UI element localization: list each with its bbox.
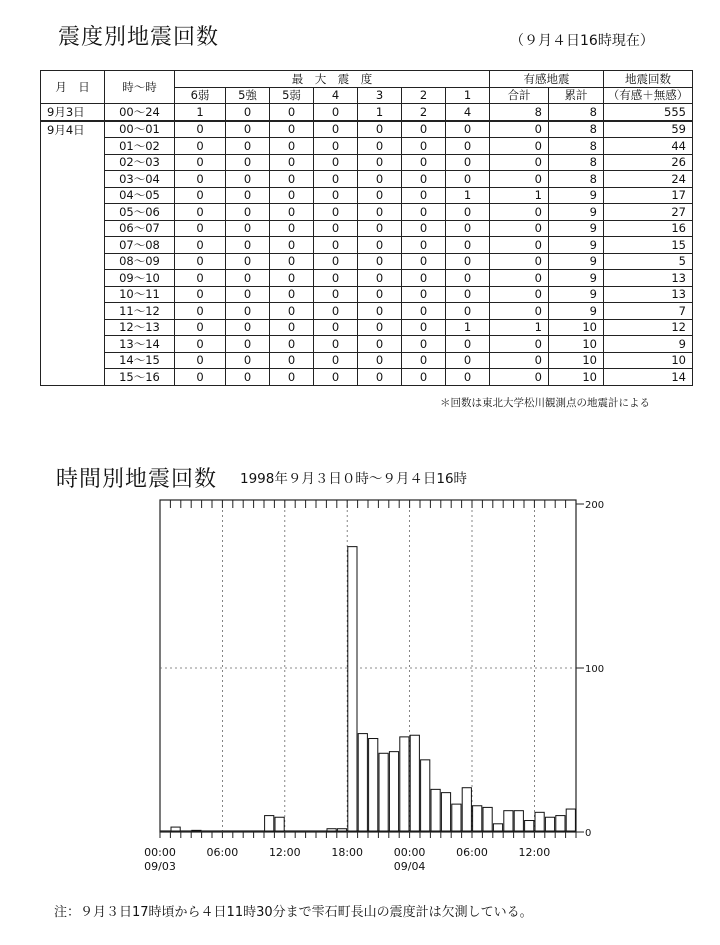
- i5l-cell: 0: [270, 336, 314, 353]
- histogram-bar: [327, 829, 336, 831]
- i4-cell: 0: [314, 121, 358, 138]
- histogram-bar: [483, 807, 492, 831]
- table-row: [41, 204, 693, 221]
- i6l-cell: 0: [175, 154, 226, 171]
- i5l-cell: 0: [270, 104, 314, 121]
- table-row: [41, 237, 693, 254]
- i3-cell: 0: [358, 187, 402, 204]
- table-row: [41, 138, 693, 155]
- i5l-cell: 0: [270, 286, 314, 303]
- felt_cum-cell: 9: [549, 204, 604, 221]
- i4-cell: 0: [314, 319, 358, 336]
- i1-cell: 0: [446, 171, 490, 188]
- i2-cell: 0: [402, 138, 446, 155]
- i1-cell: 0: [446, 253, 490, 270]
- x-tick-label: 06:00: [456, 846, 488, 859]
- table-row: [41, 104, 693, 121]
- i5l-cell: 0: [270, 204, 314, 221]
- histogram-bar: [421, 760, 430, 831]
- felt_cum-cell: 9: [549, 286, 604, 303]
- i1-cell: 0: [446, 138, 490, 155]
- i5s-cell: 0: [226, 204, 270, 221]
- i3-cell: 0: [358, 369, 402, 386]
- hour-cell: 14～15: [105, 352, 175, 369]
- i6l-cell: 0: [175, 237, 226, 254]
- histogram-bar: [545, 817, 554, 831]
- i6l-cell: 0: [175, 138, 226, 155]
- felt_cum-cell: 9: [549, 237, 604, 254]
- i6l-cell: 0: [175, 352, 226, 369]
- header-felt-total: 合計: [490, 87, 549, 104]
- count-cell: 16: [604, 220, 693, 237]
- histogram-bar: [462, 788, 471, 831]
- i3-cell: 1: [358, 104, 402, 121]
- i5s-cell: 0: [226, 319, 270, 336]
- table-row: [41, 286, 693, 303]
- i3-cell: 0: [358, 138, 402, 155]
- histogram-bar: [410, 735, 419, 831]
- i3-cell: 0: [358, 237, 402, 254]
- i3-cell: 0: [358, 154, 402, 171]
- i1-cell: 0: [446, 336, 490, 353]
- x-tick-label: 06:00: [206, 846, 239, 859]
- i6l-cell: 0: [175, 187, 226, 204]
- histogram-bar: [556, 816, 565, 831]
- i4-cell: 0: [314, 352, 358, 369]
- felt_cum-cell: 9: [549, 220, 604, 237]
- i2-cell: 0: [402, 121, 446, 138]
- header-intensity: 5弱: [270, 87, 314, 104]
- i4-cell: 0: [314, 270, 358, 287]
- felt_cum-cell: 9: [549, 303, 604, 320]
- i1-cell: 0: [446, 286, 490, 303]
- hour-cell: 06～07: [105, 220, 175, 237]
- histogram-bar: [192, 830, 201, 831]
- i1-cell: 0: [446, 154, 490, 171]
- i2-cell: 0: [402, 352, 446, 369]
- table-title: 震度別地震回数: [58, 25, 220, 50]
- felt_total-cell: 0: [490, 270, 549, 287]
- i3-cell: 0: [358, 171, 402, 188]
- felt_total-cell: 0: [490, 220, 549, 237]
- header-intensity: 2: [402, 87, 446, 104]
- x-tick-label: 18:00: [331, 846, 364, 859]
- histogram-bar: [358, 734, 367, 831]
- i5s-cell: 0: [226, 270, 270, 287]
- y-tick-label: 0: [585, 828, 592, 839]
- i2-cell: 0: [402, 204, 446, 221]
- felt_cum-cell: 9: [549, 253, 604, 270]
- histogram-bar: [504, 811, 513, 831]
- table-row: [41, 336, 693, 353]
- i4-cell: 0: [314, 187, 358, 204]
- date-cell: [41, 303, 105, 320]
- felt_total-cell: 0: [490, 286, 549, 303]
- count-cell: 13: [604, 286, 693, 303]
- i5l-cell: 0: [270, 187, 314, 204]
- table-row: [41, 369, 693, 386]
- felt_total-cell: 0: [490, 352, 549, 369]
- chart-title: 時間別地震回数: [56, 467, 218, 492]
- i5l-cell: 0: [270, 352, 314, 369]
- i5s-cell: 0: [226, 369, 270, 386]
- i5l-cell: 0: [270, 220, 314, 237]
- i5s-cell: 0: [226, 352, 270, 369]
- felt_total-cell: 0: [490, 138, 549, 155]
- felt_cum-cell: 8: [549, 104, 604, 121]
- i6l-cell: 0: [175, 220, 226, 237]
- hour-cell: 03～04: [105, 171, 175, 188]
- header-intensity: 6弱: [175, 87, 226, 104]
- felt_cum-cell: 9: [549, 270, 604, 287]
- i4-cell: 0: [314, 336, 358, 353]
- i5s-cell: 0: [226, 171, 270, 188]
- histogram-bar: [389, 752, 398, 831]
- table-row: [41, 352, 693, 369]
- i4-cell: 0: [314, 220, 358, 237]
- table-row: [41, 121, 693, 138]
- i5s-cell: 0: [226, 104, 270, 121]
- header-count-sub: （有感＋無感）: [604, 87, 693, 104]
- date-cell: [41, 286, 105, 303]
- histogram-bar: [275, 817, 284, 831]
- i2-cell: 0: [402, 286, 446, 303]
- i6l-cell: 0: [175, 369, 226, 386]
- i5s-cell: 0: [226, 286, 270, 303]
- hour-cell: 12～13: [105, 319, 175, 336]
- i1-cell: 1: [446, 187, 490, 204]
- x-tick-label: 12:00: [518, 846, 551, 859]
- histogram-bar: [473, 806, 482, 831]
- i3-cell: 0: [358, 352, 402, 369]
- i1-cell: 0: [446, 204, 490, 221]
- felt_total-cell: 0: [490, 237, 549, 254]
- felt_total-cell: 0: [490, 171, 549, 188]
- date-cell: [41, 220, 105, 237]
- header-intensity: 5強: [226, 87, 270, 104]
- x-date-label: 09/03: [144, 860, 176, 873]
- i1-cell: 4: [446, 104, 490, 121]
- hour-cell: 00～01: [105, 121, 175, 138]
- table-row: [41, 220, 693, 237]
- i6l-cell: 0: [175, 319, 226, 336]
- i6l-cell: 0: [175, 270, 226, 287]
- i2-cell: 0: [402, 336, 446, 353]
- i1-cell: 0: [446, 270, 490, 287]
- hour-cell: 11～12: [105, 303, 175, 320]
- count-cell: 15: [604, 237, 693, 254]
- i2-cell: 2: [402, 104, 446, 121]
- i1-cell: 0: [446, 352, 490, 369]
- felt_cum-cell: 10: [549, 319, 604, 336]
- table-footnote: ＊回数は東北大学松川観測点の地震計による: [440, 397, 650, 409]
- felt_cum-cell: 8: [549, 171, 604, 188]
- felt_total-cell: 0: [490, 253, 549, 270]
- i3-cell: 0: [358, 319, 402, 336]
- i3-cell: 0: [358, 220, 402, 237]
- i3-cell: 0: [358, 286, 402, 303]
- hour-cell: 05～06: [105, 204, 175, 221]
- felt_cum-cell: 10: [549, 336, 604, 353]
- count-cell: 14: [604, 369, 693, 386]
- i5l-cell: 0: [270, 121, 314, 138]
- date-cell: 9月3日: [41, 104, 105, 121]
- table-row: [41, 270, 693, 287]
- i2-cell: 0: [402, 237, 446, 254]
- felt_cum-cell: 8: [549, 138, 604, 155]
- felt_total-cell: 0: [490, 204, 549, 221]
- i5s-cell: 0: [226, 121, 270, 138]
- i5s-cell: 0: [226, 303, 270, 320]
- date-cell: [41, 319, 105, 336]
- histogram-bar: [369, 739, 378, 831]
- felt_cum-cell: 10: [549, 369, 604, 386]
- date-cell: [41, 138, 105, 155]
- felt_total-cell: 1: [490, 319, 549, 336]
- chart-period: 1998年９月３日０時～９月４日16時: [240, 471, 468, 487]
- hour-cell: 09～10: [105, 270, 175, 287]
- count-cell: 17: [604, 187, 693, 204]
- felt_cum-cell: 9: [549, 187, 604, 204]
- date-cell: [41, 270, 105, 287]
- i2-cell: 0: [402, 154, 446, 171]
- table-row: [41, 253, 693, 270]
- i4-cell: 0: [314, 138, 358, 155]
- x-tick-label: 00:00: [144, 846, 176, 859]
- count-cell: 9: [604, 336, 693, 353]
- i6l-cell: 1: [175, 104, 226, 121]
- i2-cell: 0: [402, 253, 446, 270]
- histogram-bar: [431, 789, 440, 831]
- felt_total-cell: 0: [490, 336, 549, 353]
- header-intensity: 4: [314, 87, 358, 104]
- i5l-cell: 0: [270, 237, 314, 254]
- y-tick-label: 100: [585, 664, 605, 675]
- i5l-cell: 0: [270, 319, 314, 336]
- i2-cell: 0: [402, 303, 446, 320]
- date-cell: [41, 237, 105, 254]
- x-tick-label: 00:00: [393, 846, 426, 859]
- table-row: [41, 303, 693, 320]
- felt_total-cell: 0: [490, 369, 549, 386]
- i5s-cell: 0: [226, 138, 270, 155]
- histogram-bar: [525, 821, 534, 831]
- header-felt: 有感地震: [490, 71, 604, 88]
- table-row: [41, 154, 693, 171]
- i2-cell: 0: [402, 270, 446, 287]
- i1-cell: 0: [446, 121, 490, 138]
- hour-cell: 00～24: [105, 104, 175, 121]
- x-date-label: 09/04: [393, 860, 426, 873]
- x-tick-label: 12:00: [268, 846, 301, 859]
- date-cell: [41, 369, 105, 386]
- histogram-bar: [441, 793, 450, 831]
- i1-cell: 0: [446, 369, 490, 386]
- i4-cell: 0: [314, 204, 358, 221]
- i5l-cell: 0: [270, 369, 314, 386]
- table-row: [41, 171, 693, 188]
- header-count: 地震回数: [604, 71, 693, 88]
- histogram-bar: [493, 824, 502, 831]
- i5l-cell: 0: [270, 303, 314, 320]
- hour-cell: 02～03: [105, 154, 175, 171]
- intensity-table: [40, 70, 693, 386]
- note: 注：９月３日17時頃から４日11時30分まで雫石町長山の震度計は欠測している。: [54, 905, 533, 920]
- count-cell: 24: [604, 171, 693, 188]
- header-hour: 時～時: [105, 71, 175, 104]
- i4-cell: 0: [314, 154, 358, 171]
- i4-cell: 0: [314, 253, 358, 270]
- as-of-label: （９月４日16時現在）: [510, 33, 654, 49]
- i5s-cell: 0: [226, 336, 270, 353]
- i3-cell: 0: [358, 336, 402, 353]
- date-cell: [41, 171, 105, 188]
- i4-cell: 0: [314, 286, 358, 303]
- i4-cell: 0: [314, 237, 358, 254]
- felt_total-cell: 8: [490, 104, 549, 121]
- i3-cell: 0: [358, 303, 402, 320]
- hour-cell: 01～02: [105, 138, 175, 155]
- i6l-cell: 0: [175, 171, 226, 188]
- i6l-cell: 0: [175, 253, 226, 270]
- histogram-bar: [400, 737, 409, 831]
- hour-cell: 07～08: [105, 237, 175, 254]
- i6l-cell: 0: [175, 204, 226, 221]
- count-cell: 59: [604, 121, 693, 138]
- felt_cum-cell: 8: [549, 121, 604, 138]
- i6l-cell: 0: [175, 336, 226, 353]
- histogram-bar: [337, 829, 346, 831]
- histogram-bar: [452, 804, 461, 831]
- i4-cell: 0: [314, 171, 358, 188]
- count-cell: 26: [604, 154, 693, 171]
- table-row: [41, 187, 693, 204]
- histogram-bar: [379, 753, 388, 831]
- i1-cell: 0: [446, 303, 490, 320]
- i5s-cell: 0: [226, 220, 270, 237]
- count-cell: 5: [604, 253, 693, 270]
- felt_total-cell: 1: [490, 187, 549, 204]
- i2-cell: 0: [402, 220, 446, 237]
- i5l-cell: 0: [270, 154, 314, 171]
- hour-cell: 10～11: [105, 286, 175, 303]
- i2-cell: 0: [402, 171, 446, 188]
- felt_cum-cell: 8: [549, 154, 604, 171]
- hour-cell: 08～09: [105, 253, 175, 270]
- i3-cell: 0: [358, 270, 402, 287]
- i3-cell: 0: [358, 121, 402, 138]
- i2-cell: 0: [402, 319, 446, 336]
- count-cell: 12: [604, 319, 693, 336]
- header-intensity: 3: [358, 87, 402, 104]
- i5s-cell: 0: [226, 237, 270, 254]
- histogram-bar: [566, 809, 575, 831]
- hourly-earthquake-chart: [0, 490, 720, 890]
- i5s-cell: 0: [226, 154, 270, 171]
- y-tick-label: 200: [585, 500, 605, 511]
- histogram-bar: [265, 816, 274, 831]
- header-date: 月 日: [41, 71, 105, 104]
- i6l-cell: 0: [175, 303, 226, 320]
- histogram-bar: [535, 812, 544, 831]
- count-cell: 10: [604, 352, 693, 369]
- count-cell: 555: [604, 104, 693, 121]
- count-cell: 7: [604, 303, 693, 320]
- i5s-cell: 0: [226, 187, 270, 204]
- count-cell: 13: [604, 270, 693, 287]
- felt_total-cell: 0: [490, 154, 549, 171]
- i5s-cell: 0: [226, 253, 270, 270]
- felt_cum-cell: 10: [549, 352, 604, 369]
- header-intensity: 1: [446, 87, 490, 104]
- header-felt-cumulative: 累計: [549, 87, 604, 104]
- date-cell: [41, 352, 105, 369]
- histogram-bar: [348, 547, 357, 831]
- histogram-bar: [514, 811, 523, 831]
- felt_total-cell: 0: [490, 303, 549, 320]
- i1-cell: 0: [446, 220, 490, 237]
- i1-cell: 1: [446, 319, 490, 336]
- i5l-cell: 0: [270, 138, 314, 155]
- i1-cell: 0: [446, 237, 490, 254]
- hour-cell: 15～16: [105, 369, 175, 386]
- i3-cell: 0: [358, 253, 402, 270]
- table-row: [41, 319, 693, 336]
- i4-cell: 0: [314, 303, 358, 320]
- histogram-bar: [171, 827, 180, 831]
- i5l-cell: 0: [270, 253, 314, 270]
- i3-cell: 0: [358, 204, 402, 221]
- header-max-intensity: 最 大 震 度: [175, 71, 490, 88]
- i2-cell: 0: [402, 187, 446, 204]
- hour-cell: 13～14: [105, 336, 175, 353]
- count-cell: 44: [604, 138, 693, 155]
- date-cell: [41, 154, 105, 171]
- date-cell: [41, 336, 105, 353]
- i4-cell: 0: [314, 369, 358, 386]
- felt_total-cell: 0: [490, 121, 549, 138]
- i5l-cell: 0: [270, 270, 314, 287]
- count-cell: 27: [604, 204, 693, 221]
- date-cell: 9月4日: [41, 121, 105, 138]
- date-cell: [41, 187, 105, 204]
- date-cell: [41, 204, 105, 221]
- i6l-cell: 0: [175, 121, 226, 138]
- i4-cell: 0: [314, 104, 358, 121]
- i5l-cell: 0: [270, 171, 314, 188]
- hour-cell: 04～05: [105, 187, 175, 204]
- i2-cell: 0: [402, 369, 446, 386]
- date-cell: [41, 253, 105, 270]
- i6l-cell: 0: [175, 286, 226, 303]
